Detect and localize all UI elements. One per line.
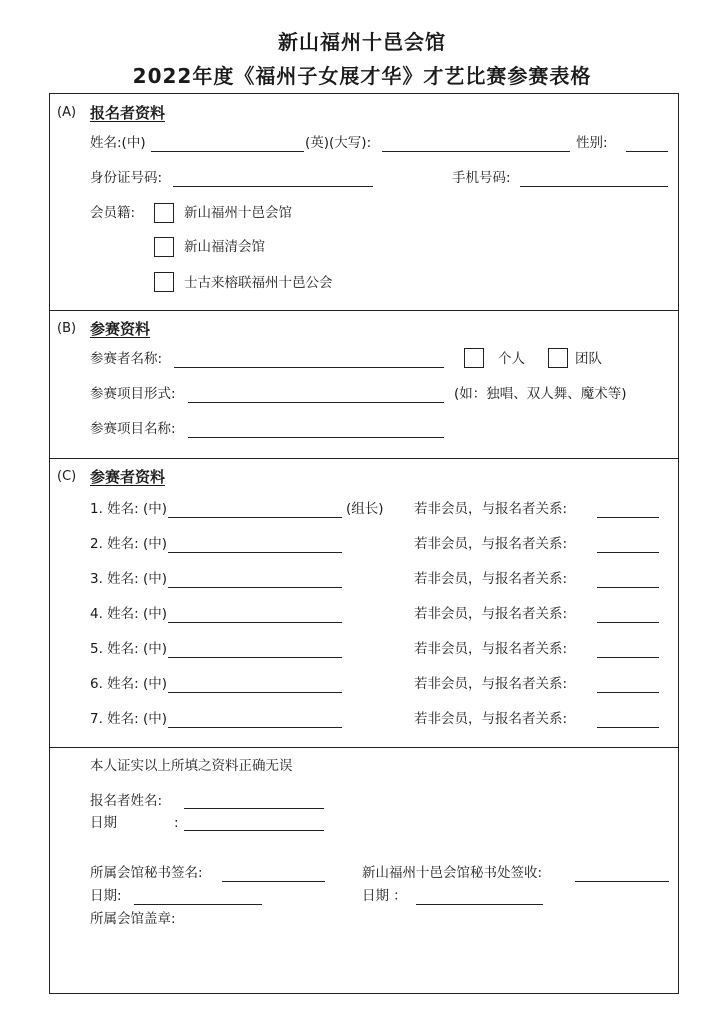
date-field-2[interactable] bbox=[134, 904, 262, 905]
date-colon-1: : bbox=[174, 815, 179, 831]
section-c-heading: 参赛者资料 bbox=[90, 468, 166, 486]
participant-2-field[interactable] bbox=[168, 552, 342, 553]
phone-field[interactable] bbox=[520, 186, 668, 187]
hq-received-field[interactable] bbox=[575, 881, 669, 882]
participant-3-relation-label: 若非会员，与报名者关系: bbox=[414, 571, 568, 587]
stamp-label: 所属会馆盖章: bbox=[90, 911, 176, 927]
form-subtitle: 2022年度《福州子女展才华》才艺比赛参赛表格 bbox=[132, 64, 592, 88]
section-b-heading: 参赛资料 bbox=[90, 320, 151, 338]
date-label-1: 日期 bbox=[90, 815, 117, 831]
form-title: 新山福州十邑会馆 bbox=[278, 30, 446, 54]
membership-checkbox-2[interactable] bbox=[154, 237, 174, 257]
section-b-marker: (B) bbox=[57, 321, 77, 336]
date-label-2: 日期: bbox=[90, 888, 122, 904]
applicant-name-field[interactable] bbox=[184, 808, 324, 809]
participant-4-label: 4. 姓名: (中) bbox=[90, 606, 168, 622]
section-a-heading: 报名者资料 bbox=[90, 104, 166, 122]
participant-3-label: 3. 姓名: (中) bbox=[90, 571, 168, 587]
individual-label: 个人 bbox=[498, 351, 525, 367]
participant-name-label: 参赛者名称: bbox=[90, 351, 163, 367]
membership-option-2: 新山福清会馆 bbox=[184, 239, 265, 255]
applicant-name-label: 报名者姓名: bbox=[90, 793, 163, 809]
item-name-field[interactable] bbox=[188, 437, 444, 438]
format-hint: (如：独唱、双人舞、魔术等) bbox=[454, 386, 627, 402]
participant-4-relation-label: 若非会员，与报名者关系: bbox=[414, 606, 568, 622]
membership-label: 会员籍: bbox=[90, 205, 136, 221]
date-field-1[interactable] bbox=[184, 830, 324, 831]
participant-6-field[interactable] bbox=[168, 692, 342, 693]
section-divider bbox=[50, 458, 678, 459]
participant-6-relation-field[interactable] bbox=[597, 692, 659, 693]
participant-7-field[interactable] bbox=[168, 727, 342, 728]
section-c-marker: (C) bbox=[57, 469, 77, 484]
participant-2-label: 2. 姓名: (中) bbox=[90, 536, 168, 552]
participant-5-field[interactable] bbox=[168, 657, 342, 658]
membership-option-3: 士古来榕联福州十邑公会 bbox=[184, 275, 333, 291]
gender-field[interactable] bbox=[626, 151, 668, 152]
format-field[interactable] bbox=[188, 402, 444, 403]
name-cn-field[interactable] bbox=[151, 151, 304, 152]
participant-5-relation-label: 若非会员，与报名者关系: bbox=[414, 641, 568, 657]
membership-option-1: 新山福州十邑会馆 bbox=[184, 205, 292, 221]
date-field-3[interactable] bbox=[416, 904, 543, 905]
format-label: 参赛项目形式: bbox=[90, 386, 176, 402]
secretary-sign-field[interactable] bbox=[222, 881, 325, 882]
participant-3-field[interactable] bbox=[168, 587, 342, 588]
participant-name-field[interactable] bbox=[174, 367, 444, 368]
participant-1-relation-field[interactable] bbox=[597, 517, 659, 518]
phone-label: 手机号码: bbox=[452, 170, 511, 186]
team-label: 团队 bbox=[575, 351, 602, 367]
name-en-label: (英)(大写): bbox=[305, 135, 372, 151]
leader-note: (组长) bbox=[346, 501, 384, 517]
section-divider bbox=[50, 310, 678, 311]
name-en-field[interactable] bbox=[382, 151, 570, 152]
membership-checkbox-1[interactable] bbox=[154, 203, 174, 223]
item-name-label: 参赛项目名称: bbox=[90, 421, 176, 437]
participant-5-label: 5. 姓名: (中) bbox=[90, 641, 168, 657]
individual-checkbox[interactable] bbox=[464, 348, 484, 368]
team-checkbox[interactable] bbox=[548, 348, 568, 368]
participant-1-relation-label: 若非会员，与报名者关系: bbox=[414, 501, 568, 517]
participant-4-field[interactable] bbox=[168, 622, 342, 623]
participant-1-label: 1. 姓名: (中) bbox=[90, 501, 168, 517]
participant-2-relation-label: 若非会员，与报名者关系: bbox=[414, 536, 568, 552]
gender-label: 性别: bbox=[576, 135, 608, 151]
participant-7-relation-field[interactable] bbox=[597, 727, 659, 728]
declaration-text: 本人证实以上所填之资料正确无误 bbox=[90, 758, 293, 774]
section-a-marker: (A) bbox=[57, 105, 77, 120]
name-cn-label: 姓名:(中) bbox=[90, 135, 146, 151]
participant-7-label: 7. 姓名: (中) bbox=[90, 711, 168, 727]
participant-6-label: 6. 姓名: (中) bbox=[90, 676, 168, 692]
participant-2-relation-field[interactable] bbox=[597, 552, 659, 553]
participant-6-relation-label: 若非会员，与报名者关系: bbox=[414, 676, 568, 692]
participant-5-relation-field[interactable] bbox=[597, 657, 659, 658]
participant-7-relation-label: 若非会员，与报名者关系: bbox=[414, 711, 568, 727]
membership-checkbox-3[interactable] bbox=[154, 272, 174, 292]
form-frame bbox=[49, 93, 679, 994]
date-label-3: 日期 ： bbox=[362, 888, 407, 904]
participant-3-relation-field[interactable] bbox=[597, 587, 659, 588]
secretary-sign-label: 所属会馆秘书签名: bbox=[90, 865, 203, 881]
participant-4-relation-field[interactable] bbox=[597, 622, 659, 623]
ic-field[interactable] bbox=[173, 186, 373, 187]
participant-1-field[interactable] bbox=[168, 517, 342, 518]
ic-label: 身份证号码: bbox=[90, 170, 163, 186]
hq-received-label: 新山福州十邑会馆秘书处签收: bbox=[362, 865, 543, 881]
section-divider bbox=[50, 747, 678, 748]
